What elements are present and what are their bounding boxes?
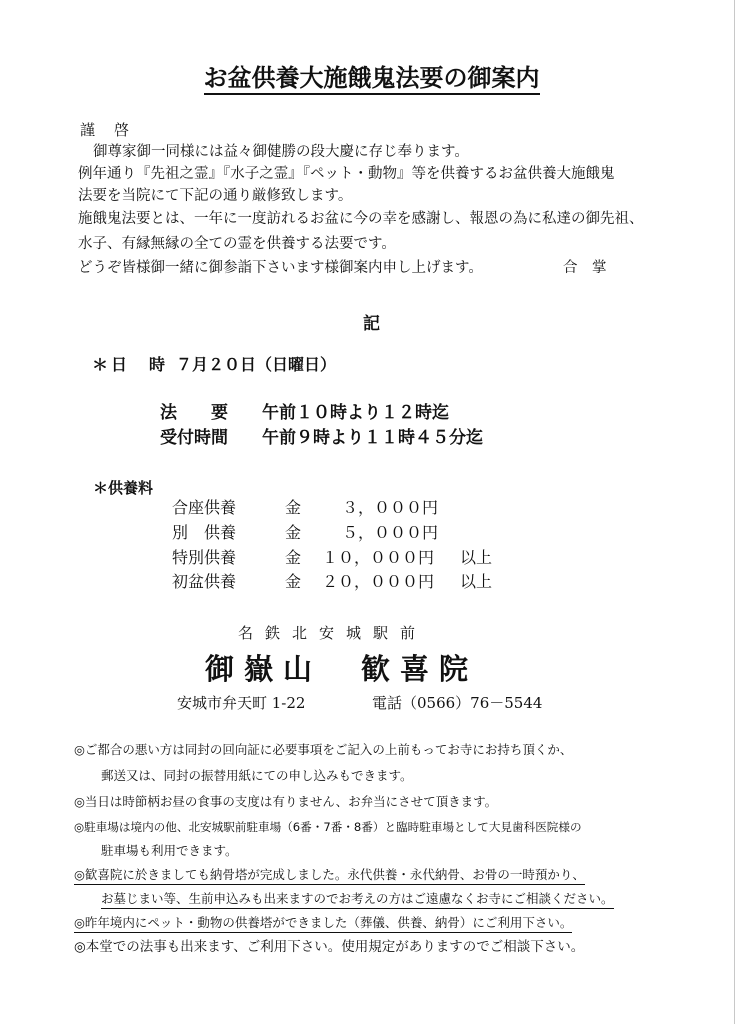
fee-kin: 金 <box>285 572 302 591</box>
document-title: お盆供養大施餓鬼法要の御案内 <box>0 58 743 93</box>
temple-address: 安城市弁天町 1-22 <box>177 694 306 712</box>
fee-amount: ３，０００円 <box>342 498 439 517</box>
greeting-opening: 謹 啓 <box>80 121 132 139</box>
fee-amount: ２０，０００円 <box>322 572 435 591</box>
fee-amount: ５，０００円 <box>342 523 439 542</box>
note-line: ◎当日は時節柄お昼の食事の支度は有りません、お弁当にさせて頂きます。 <box>74 794 498 809</box>
note-line: 駐車場も利用できます。 <box>101 843 238 858</box>
ki-heading: 記 <box>363 314 380 334</box>
note-line-underlined: ◎昨年境内にペット・動物の供養塔ができました（葬儀、供養、納骨）にご利用下さい。 <box>74 914 572 932</box>
note-line: ◎ご都合の悪い方は同封の回向証に必要事項をご記入の上前もってお寺にお持ち頂くか、 <box>74 742 573 757</box>
greeting-line: どうぞ皆様御一緒に御参詣下さいます様御案内申し上げます。 <box>78 260 483 276</box>
fee-amount: １０，０００円 <box>322 548 435 567</box>
fee-name: 特別供養 <box>172 548 237 567</box>
greeting-line: 施餓鬼法要とは、一年に一度訪れるお盆に今の幸を感謝し、報恩の為に私達の御先祖、 <box>78 211 644 227</box>
note-line: ◎本堂での法事も出来ます、ご利用下さい。使用規定がありますのでご相談下さい。 <box>74 939 585 955</box>
schedule-value: 午前１０時より１２時迄 <box>262 403 449 423</box>
note-line-underlined: お墓じまい等、生前申込みも出来ますのでお考えの方はご遠慮なくお寺にご相談ください。 <box>101 890 614 908</box>
schedule-value: 午前９時より１１時４５分迄 <box>262 428 483 448</box>
note-line: ◎駐車場は境内の他、北安城駅前駐車場（6番・7番・8番）と臨時駐車場として大見歯科医院様の <box>74 820 582 834</box>
temple-station: 名鉄北安城駅前 <box>238 624 428 642</box>
fee-name: 初盆供養 <box>172 572 237 591</box>
fee-kin: 金 <box>285 548 302 567</box>
temple-phone: 電話（0566）76－5544 <box>372 694 543 712</box>
fee-name: 合座供養 <box>172 498 237 517</box>
scan-edge-line <box>734 0 735 1024</box>
fee-note: 以上 <box>460 572 493 591</box>
note-line: 郵送又は、同封の振替用紙にての申し込みもできます。 <box>101 768 413 783</box>
greeting-line: 法要を当院にて下記の通り厳修致します。 <box>78 188 353 204</box>
temple-name: 御嶽山 歓喜院 <box>205 652 479 686</box>
schedule-label: 受付時間 <box>160 428 228 448</box>
date-label: ＊日 時 <box>92 355 169 374</box>
fee-kin: 金 <box>285 498 302 517</box>
note-line-underlined: ◎歓喜院に於きましても納骨塔が完成しました。永代供養・永代納骨、お骨の一時預かり、 <box>74 866 585 884</box>
fee-note: 以上 <box>460 548 493 567</box>
fee-name: 別 供養 <box>172 523 237 542</box>
fees-heading: ＊供養料 <box>93 479 154 497</box>
greeting-line: 例年通り『先祖之霊』『水子之霊』『ペット・動物』等を供養するお盆供養大施餓鬼 <box>78 166 615 182</box>
greeting-line: 御尊家御一同様には益々御健勝の段大慶に存じ奉ります。 <box>93 144 469 160</box>
greeting-line: 水子、有縁無縁の全ての霊を供養する法要です。 <box>78 236 396 252</box>
schedule-label: 法 要 <box>160 403 228 423</box>
date-value: ７月２０日（日曜日） <box>176 355 337 374</box>
fee-kin: 金 <box>285 523 302 542</box>
greeting-closing: 合 掌 <box>563 260 607 276</box>
